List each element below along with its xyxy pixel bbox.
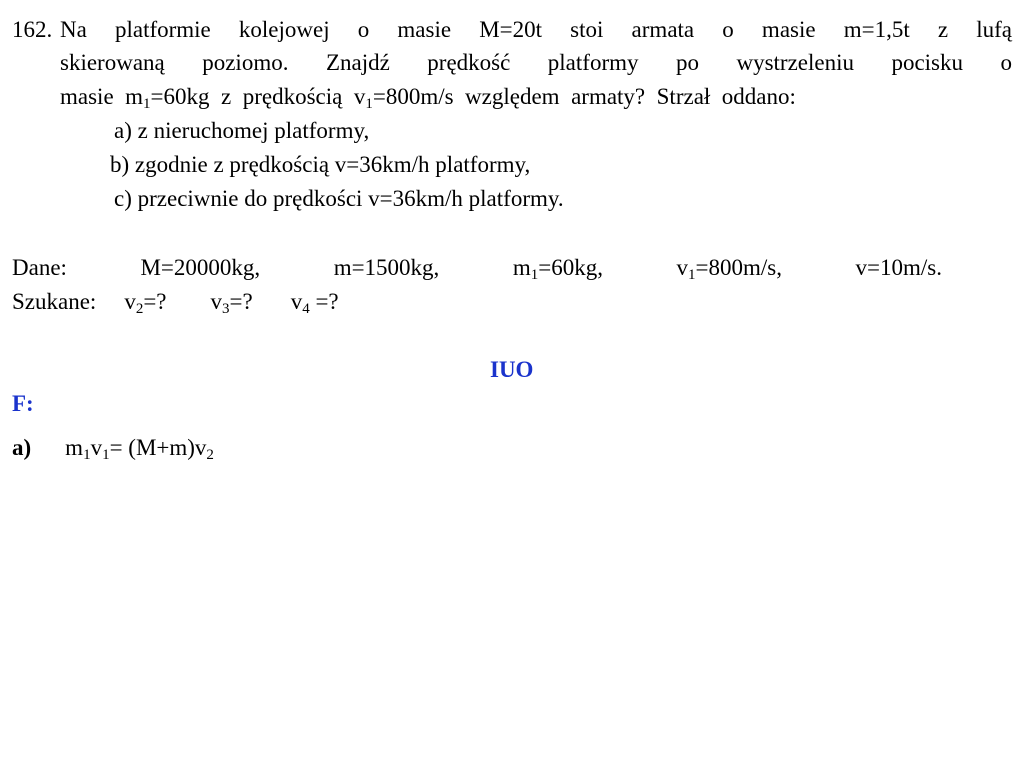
szukane-row bbox=[12, 288, 339, 316]
problem-number: 162. bbox=[12, 17, 53, 42]
problem-line-2: skierowaną poziomo. Znajdź prędkość platformy po wystrzeleniu pocisku o bbox=[60, 50, 1012, 75]
subscript: 1 bbox=[365, 96, 373, 112]
iuo-heading: IUO bbox=[490, 357, 534, 382]
szukane-v4 bbox=[290, 289, 339, 317]
szukane-v3-value: =? bbox=[229, 289, 253, 314]
szukane-v4-value: =? bbox=[309, 289, 339, 314]
subscript: 3 bbox=[222, 301, 230, 317]
equation-a-v: v bbox=[90, 435, 103, 460]
dane-M: M=20000kg, bbox=[140, 255, 261, 280]
subscript: 1 bbox=[143, 96, 151, 112]
dane-label: Dane: bbox=[12, 255, 67, 280]
equation-a-rhs: = (M+m)v bbox=[109, 435, 207, 460]
szukane-v2-symbol: v bbox=[124, 289, 136, 314]
szukane-v3-symbol: v bbox=[210, 289, 222, 314]
szukane-label: Szukane: bbox=[12, 289, 97, 314]
f-heading: F: bbox=[12, 391, 34, 416]
problem-line-3-part-c: =800m/s względem armaty? Strzał oddano: bbox=[372, 84, 796, 109]
subscript: 1 bbox=[530, 267, 539, 283]
szukane-v4-symbol: v bbox=[290, 289, 303, 314]
subscript: 4 bbox=[302, 301, 310, 317]
subscript: 1 bbox=[83, 447, 91, 463]
szukane-v2-value: =? bbox=[143, 289, 167, 314]
dane-m1-value: =60kg, bbox=[538, 255, 603, 280]
equation-a-m: m bbox=[65, 435, 84, 460]
dane-m: m=1500kg, bbox=[333, 255, 440, 280]
szukane-v3 bbox=[210, 289, 253, 317]
dane-m1-symbol: m bbox=[512, 255, 531, 280]
subscript: 2 bbox=[135, 301, 144, 317]
dane-v: v=10m/s. bbox=[855, 255, 942, 280]
equation-a-label: a) bbox=[12, 435, 32, 460]
dane-row bbox=[12, 254, 942, 282]
problem-line-3 bbox=[60, 83, 796, 111]
problem-line-3-part-a: masie m bbox=[60, 84, 144, 109]
szukane-v2 bbox=[124, 289, 167, 317]
problem-line-1: Na platformie kolejowej o masie M=20t stoi armata o masie m=1,5t z lufą bbox=[60, 17, 1012, 42]
case-b: b) zgodnie z prędkością v=36km/h platformy, bbox=[110, 152, 531, 177]
dane-v1-value: =800m/s, bbox=[695, 255, 782, 280]
dane-m1 bbox=[513, 254, 603, 282]
case-c: c) przeciwnie do prędkości v=36km/h platformy. bbox=[114, 186, 564, 211]
subscript: 1 bbox=[688, 267, 696, 283]
subscript: 1 bbox=[102, 447, 110, 463]
equation-a bbox=[12, 434, 214, 462]
dane-v1 bbox=[677, 254, 782, 282]
case-a: a) z nieruchomej platformy, bbox=[114, 118, 370, 143]
problem-line-3-part-b: =60kg z prędkością v bbox=[150, 84, 366, 109]
subscript: 2 bbox=[206, 447, 214, 463]
dane-v1-symbol: v bbox=[676, 255, 689, 280]
